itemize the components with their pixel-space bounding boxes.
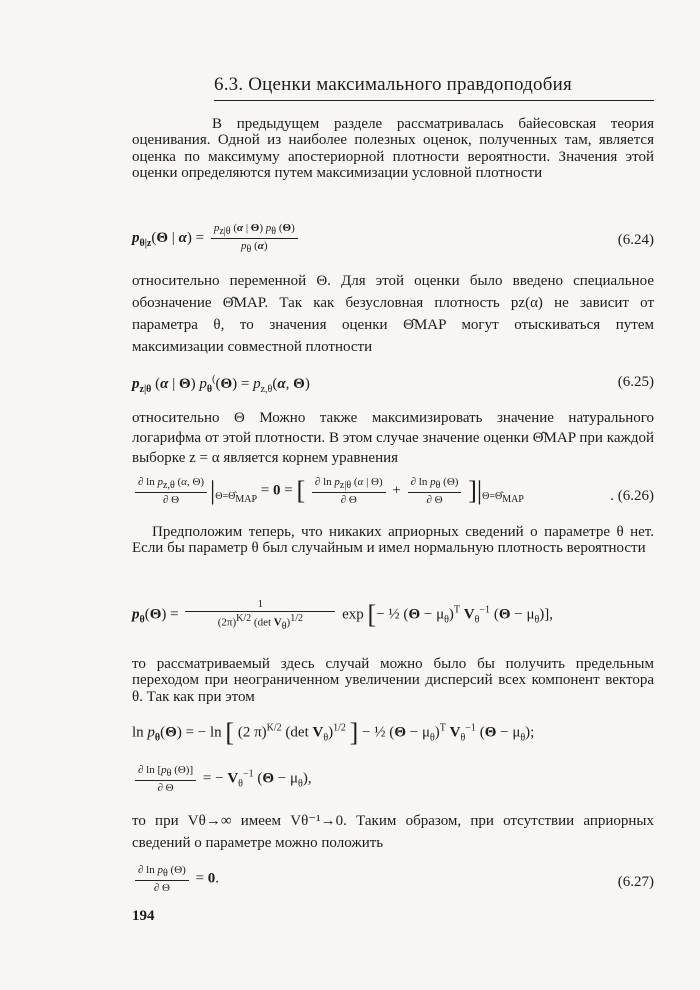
equation-6-25: $p_{z|\theta}$ (α | Θ) $p_\theta^((\Theta) = p_{z,\theta}(\alpha$, Θ) (6.25) <box>132 374 654 395</box>
equation-6-24: $p_{\theta|z}(\Theta$ | α) = $\frac{p_{z|\theta} (\alpha | \Theta) p_\theta (\Theta)}{p_\theta (\alpha)}$ (6.24) <box>132 222 654 256</box>
paragraph-intro: В предыдущем разделе рассматривалась байесовская теория оценивания. Одной из наиболее полезных оценок, полученных там, является оценка по максимуму апостериорной плотности вероятности. Значения этой оценки определяются путем максимизации условной плотности <box>132 116 654 182</box>
equation-log-density: $\ln p_\theta(\Theta)$ = − ln [ (2 π)$^{K/2}$ (det $V_\theta)^{1/2}$ ] − ½ $(\Theta - \mu_\theta)^T$ $V_\theta^{-1}$ $(\Theta - \mu_\theta)$; <box>132 718 535 747</box>
equation-6-26: $\frac{\partial \ln p_{z,\theta} (\alpha, \Theta)}{\partial \Theta}$ $|_{\Theta=\Thetâ_{MAP}} = 0$ = [ $\frac{\partial \ln p_{z|\theta} (\alpha | \Theta)}{\partial \Theta}$ + $\frac{\partial \ln p_\theta (\Theta)}{\partial \Theta}$ ]$|_{\Theta=\Thetâ_{MAP}}$ . (6.26) <box>132 474 654 518</box>
equation-number: . (6.26) <box>610 488 654 504</box>
equation-gaussian-density: $p_\theta(\Theta)$ = $\frac{1}{(2\pi)^{K/2} (\det V_\theta)^{1/2}}$ exp [− ½ $(\Theta - \mu_\theta)^T$ $V_\theta^{-1}$ $(\Theta - \mu_\theta)$], <box>132 598 554 632</box>
paragraph-conclusion: то при Vθ→∞ имеем Vθ⁻¹→0. Таким образом, при отсутствии априорных сведений о параметре можно положить <box>132 813 654 851</box>
section-heading: 6.3. Оценки максимального правдоподобия <box>214 74 654 101</box>
paragraph-logarithm: относительно Θ Можно также максимизировать значение натурального логарифма от этой плотности. В этом случае значение оценки Θ̂MAP при каждой выборке z = α является корнем уравнения <box>132 410 654 466</box>
equation-6-27: $\frac{\partial \ln p_\theta (\Theta)}{\partial \Theta}$ = 0. (6.27) <box>132 862 654 902</box>
equation-number: (6.24) <box>617 232 654 248</box>
equation-gradient: $\frac{\partial \ln [p_\theta (\Theta)]}{\partial \Theta}$ = − $V_\theta^{-1}$ $(\Theta - \mu_\theta)$, <box>132 762 654 798</box>
page-number: 194 <box>132 908 155 924</box>
paragraph-no-prior: Предположим теперь, что никаких априорных сведений о параметре θ нет. Если бы параметр θ был случайным и имел нормальную плотность вероятности <box>132 524 654 557</box>
paragraph-limit: то рассматриваемый здесь случай можно было бы получить предельным переходом при неограниченном увеличении дисперсий всех компонент вектора θ. Так как при этом <box>132 656 654 705</box>
paragraph-map-estimate: относительно переменной Θ. Для этой оценки было введено специальное обозначение Θ̂MAP. Так как безусловная плотность pz(α) не зависит от параметра θ, то значения оценки Θ̂MAP могут отыскиваться путем максимизации совместной плотности <box>132 273 654 355</box>
equation-number: (6.27) <box>617 874 654 890</box>
equation-number: (6.25) <box>617 374 654 390</box>
